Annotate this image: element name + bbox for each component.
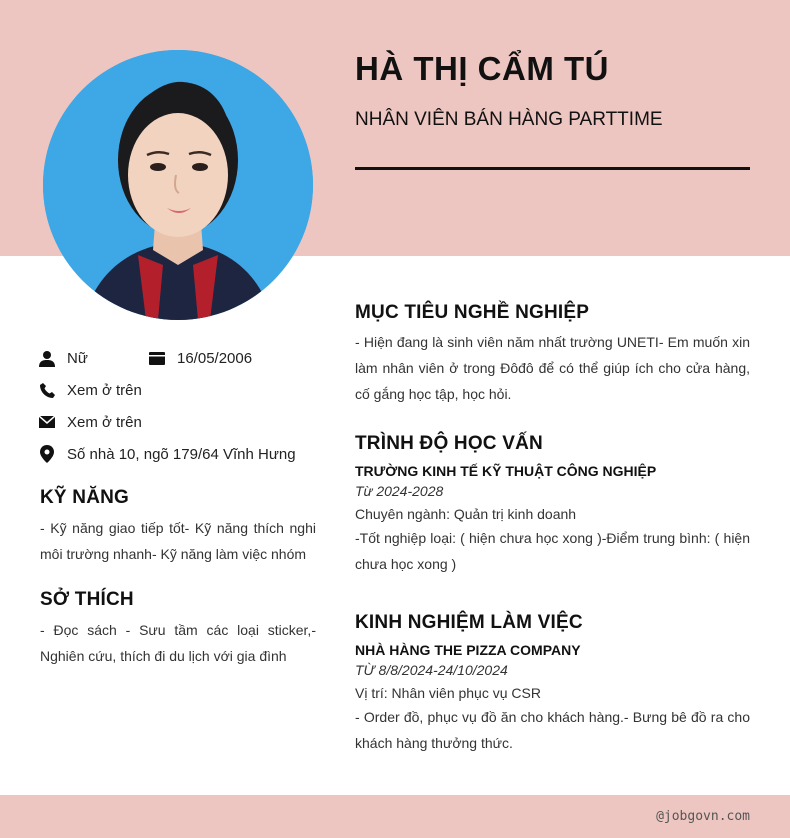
location-pin-icon <box>38 445 56 463</box>
contact-info <box>38 342 318 470</box>
profile-photo <box>43 50 313 320</box>
info-row-email <box>38 406 318 438</box>
objective-heading: MỤC TIÊU NGHỀ NGHIỆP <box>355 302 590 323</box>
phone-value: Xem ở trên <box>67 381 142 399</box>
person-icon <box>38 349 56 367</box>
experience-heading: KINH NGHIỆM LÀM VIỆC <box>355 612 583 633</box>
gender-value: Nữ <box>67 349 88 367</box>
calendar-icon <box>148 349 166 367</box>
watermark: @jobgovn.com <box>656 809 750 824</box>
company-name: NHÀ HÀNG THE PIZZA COMPANY <box>355 642 581 658</box>
school-name: TRƯỜNG KINH TẾ KỸ THUẬT CÔNG NGHIỆP <box>355 463 657 479</box>
info-row-phone <box>38 374 318 406</box>
hobbies-heading: SỞ THÍCH <box>40 589 134 610</box>
skills-heading: KỸ NĂNG <box>40 487 130 508</box>
info-row-gender-dob <box>38 342 318 374</box>
education-detail: -Tốt nghiệp loại: ( hiện chưa học xong )-Điểm trung bình: ( hiện chưa học xong ) <box>355 530 750 572</box>
education-heading: TRÌNH ĐỘ HỌC VẤN <box>355 433 543 454</box>
hobbies-body: - Đọc sách - Sưu tầm các loại sticker,- Nghiên cứu, thích đi du lịch với gia đình <box>40 622 316 664</box>
address-value: Số nhà 10, ngõ 179/64 Vĩnh Hưng <box>67 445 296 463</box>
objective-body: - Hiện đang là sinh viên năm nhất trường UNETI- Em muốn xin làm nhân viên ở trong Đôđô để có thể giúp ích cho cửa hàng, cố gắng học tập, học hỏi. <box>355 334 750 402</box>
job-title: NHÂN VIÊN BÁN HÀNG PARTTIME <box>355 109 663 130</box>
mail-icon <box>38 413 56 431</box>
experience-position: Vị trí: Nhân viên phục vụ CSR <box>355 685 541 701</box>
dob-value: 16/05/2006 <box>177 349 253 367</box>
candidate-name: HÀ THỊ CẨM TÚ <box>355 50 609 87</box>
experience-section <box>355 612 750 756</box>
experience-period: TỪ 8/8/2024-24/10/2024 <box>355 662 508 678</box>
phone-icon <box>38 381 56 399</box>
experience-detail: - Order đồ, phục vụ đồ ăn cho khách hàng.- Bưng bê đồ ra cho khách hàng thưởng thức. <box>355 709 750 751</box>
skills-section <box>40 487 316 567</box>
title-divider <box>355 167 750 170</box>
education-major: Chuyên ngành: Quản trị kinh doanh <box>355 506 577 522</box>
hobbies-section <box>40 589 316 669</box>
education-period: Từ 2024-2028 <box>355 483 444 499</box>
info-row-address <box>38 438 318 470</box>
skills-body: - Kỹ năng giao tiếp tốt- Kỹ năng thích nghi môi trường nhanh- Kỹ năng làm việc nhóm <box>40 520 316 562</box>
objective-section <box>355 302 750 407</box>
email-value: Xem ở trên <box>67 413 142 431</box>
education-section <box>355 433 750 577</box>
